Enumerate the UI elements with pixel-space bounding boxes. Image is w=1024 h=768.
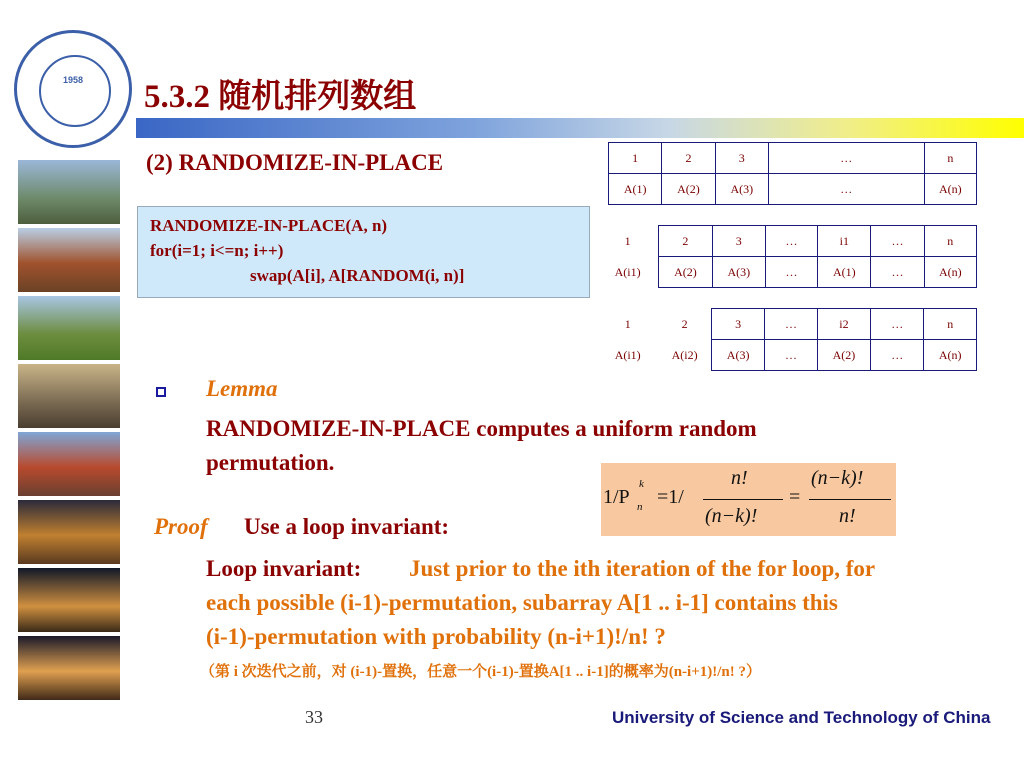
fraction-bar-2	[809, 499, 891, 500]
logo-inner-ring	[39, 55, 111, 127]
formula-eq1: =1/	[657, 486, 684, 508]
t1-cell: 1	[609, 143, 662, 174]
title-gradient-bar	[136, 118, 1024, 138]
t3-cell: n	[924, 309, 977, 340]
campus-photo-1	[18, 160, 120, 224]
t1-cell: …	[768, 143, 924, 174]
t3-cell: …	[871, 340, 924, 371]
lemma-heading: Lemma	[206, 376, 278, 401]
campus-photo-strip	[18, 160, 120, 700]
t2-cell: A(1)	[818, 257, 871, 288]
campus-photo-4	[18, 364, 120, 428]
campus-photo-6	[18, 500, 120, 564]
footer-university: University of Science and Technology of China	[612, 708, 991, 727]
array-table-after-swap-2	[597, 308, 977, 371]
t3-cell: i2	[817, 309, 870, 340]
array-table-initial	[608, 142, 977, 205]
t1-cell: A(n)	[924, 174, 976, 205]
proof-text: Use a loop invariant:	[244, 514, 450, 539]
t1-cell: 3	[715, 143, 768, 174]
section-subtitle: (2) RANDOMIZE-IN-PLACE	[146, 150, 444, 175]
t2-cell: …	[871, 226, 924, 257]
formula-num2: (n−k)!	[811, 467, 864, 489]
t3-cell: 1	[624, 316, 631, 331]
t2-cell: A(i1)	[614, 264, 641, 279]
campus-photo-5	[18, 432, 120, 496]
formula-eq2: =	[789, 486, 801, 508]
invariant-chinese-note: （第 i 次迭代之前，对 (i-1)-置换，任意一个(i-1)-置换A[1 .. i-1]的概率为(n-i+1)!/n! ?）	[200, 664, 761, 680]
t2-cell: 2	[659, 226, 712, 257]
t3-cell: …	[765, 309, 817, 340]
t1-cell: …	[768, 174, 924, 205]
logo-year: 1958	[62, 75, 84, 85]
invariant-line-3: (i-1)-permutation with probability (n-i+1)!/n! ?	[206, 624, 666, 649]
campus-photo-7	[18, 568, 120, 632]
t2-cell: i1	[818, 226, 871, 257]
t1-cell: A(1)	[609, 174, 662, 205]
t2-cell: A(2)	[659, 257, 712, 288]
page-number: 33	[305, 707, 323, 727]
t1-cell: n	[924, 143, 976, 174]
lemma-line-1: RANDOMIZE-IN-PLACE computes a uniform random	[206, 416, 757, 441]
t2-cell: …	[765, 257, 817, 288]
pseudocode-box	[137, 206, 590, 298]
slide-title: 5.3.2 随机排列数组	[144, 79, 417, 115]
code-line-2: for(i=1; i<=n; i++)	[150, 241, 284, 260]
t2-cell: 3	[712, 226, 765, 257]
formula-sub: n	[637, 501, 643, 513]
campus-photo-3	[18, 296, 120, 360]
t2-cell: …	[871, 257, 924, 288]
t2-cell: n	[924, 226, 976, 257]
invariant-line-1: Just prior to the ith iteration of the for loop, for	[409, 556, 876, 581]
fraction-bar-1	[703, 499, 783, 500]
university-logo	[14, 30, 132, 148]
t3-cell: A(i1)	[614, 347, 641, 362]
t1-cell: A(3)	[715, 174, 768, 205]
t3-cell: A(2)	[817, 340, 870, 371]
t1-cell: A(2)	[662, 174, 715, 205]
t2-cell: A(3)	[712, 257, 765, 288]
t2-cell: …	[765, 226, 817, 257]
code-line-1: RANDOMIZE-IN-PLACE(A, n)	[150, 216, 388, 235]
t3-cell: A(3)	[711, 340, 764, 371]
t3-cell: A(i2)	[671, 347, 698, 362]
lemma-line-2: permutation.	[206, 450, 335, 475]
formula-sup: k	[639, 478, 644, 490]
formula-den2: n!	[839, 505, 856, 527]
campus-photo-2	[18, 228, 120, 292]
formula-num1: n!	[731, 467, 748, 489]
t3-cell: …	[871, 309, 924, 340]
code-line-3: swap(A[i], A[RANDOM(i, n)]	[250, 266, 465, 285]
t1-cell: 2	[662, 143, 715, 174]
campus-photo-8	[18, 636, 120, 700]
invariant-label: Loop invariant:	[206, 556, 362, 581]
probability-formula	[601, 463, 896, 536]
t3-cell: A(n)	[924, 340, 977, 371]
t3-cell: 3	[711, 309, 764, 340]
t2-cell: A(n)	[924, 257, 976, 288]
formula-lhs: 1/P	[603, 486, 630, 508]
array-table-after-swap-1	[597, 225, 977, 288]
t3-cell: 2	[681, 316, 688, 331]
formula-den1: (n−k)!	[705, 505, 758, 527]
bullet-square-icon	[156, 387, 166, 397]
invariant-line-2: each possible (i-1)-permutation, subarray A[1 .. i-1] contains this	[206, 590, 838, 615]
t2-cell: 1	[624, 233, 631, 248]
t3-cell: …	[765, 340, 817, 371]
proof-label: Proof	[154, 514, 208, 539]
